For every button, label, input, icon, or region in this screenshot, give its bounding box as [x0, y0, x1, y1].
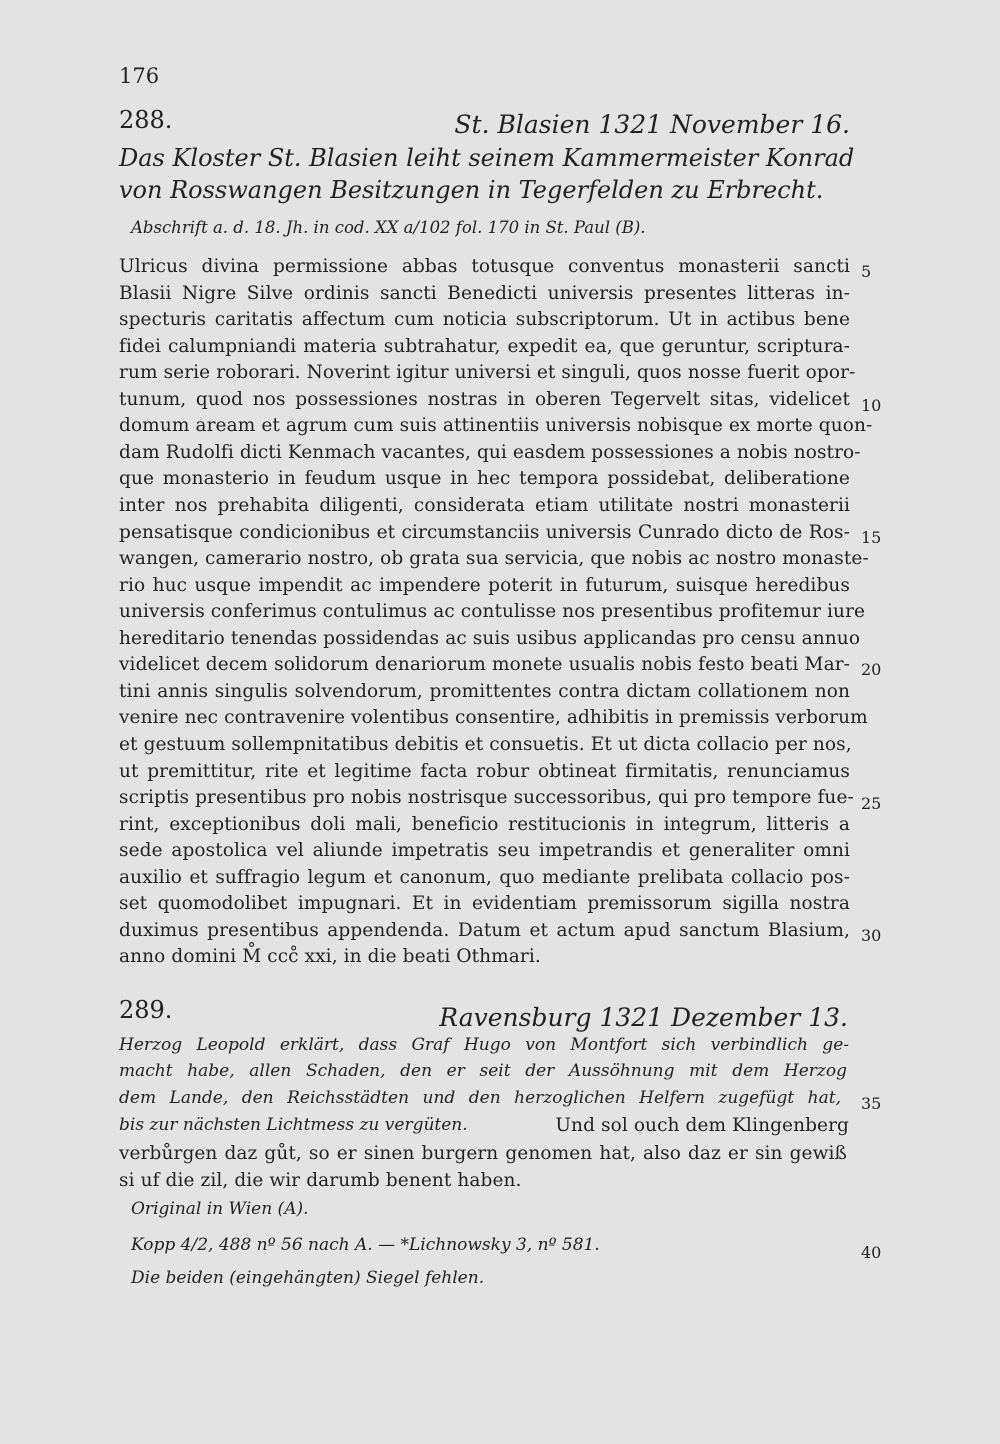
doc288-place-date: St. Blasien 1321 November 16. — [454, 110, 850, 139]
doc289-place-date: Ravensburg 1321 Dezember 13. — [439, 1003, 848, 1032]
doc289-summary-last-line — [119, 1115, 849, 1136]
doc288-text-line: tini annis singulis solvendorum, promittentes contra dictam collationem non — [119, 680, 850, 702]
margin-line-number: 15 — [861, 528, 882, 547]
doc288-text-line: domum aream et agrum cum suis attinentiis universis nobisque ex morte quon- — [119, 415, 873, 437]
doc288-text-line: set quomodolibet impugnari. Et in evidentiam premissorum sigilla nostra — [119, 893, 850, 915]
doc288-text-line: rum serie roborari. Noverint igitur universi et singuli, quos nosse fuerit opor- — [119, 362, 856, 384]
doc288-text-line: universis conferimus contulimus ac contulisse nos presentibus profitemur iure — [119, 601, 866, 623]
doc288-text-line: hereditario tenendas possidendas ac suis usibus applicandas pro censu annuo — [119, 627, 861, 649]
doc288-text-line: wangen, camerario nostro, ob grata sua servicia, que nobis ac nostro monaste- — [119, 548, 869, 569]
doc288-source-note: Abschrift a. d. 18. Jh. in cod. XX a/102 fol. 170 in St. Paul (B). — [131, 218, 646, 237]
doc288-number: 288. — [119, 106, 173, 134]
doc288-text-line: rint, exceptionibus doli mali, beneficio restitucionis in integrum, litteris a — [119, 813, 850, 835]
doc288-text-line: rio huc usque impendit ac impendere poterit in futurum, suisque heredibus — [119, 574, 850, 596]
margin-line-number: 10 — [861, 396, 882, 415]
doc288-text-line: et gestuum sollempnitatibus debitis et consuetis. Et ut dicta collacio per nos, — [119, 733, 852, 755]
doc289-text-start: Und sol ouch dem Klingenberg — [555, 1115, 849, 1136]
doc289-summary-line: macht habe, allen Schaden, den er seit der Aussöhnung mit dem Herzog — [119, 1061, 847, 1081]
doc288-summary-line: von Rosswangen Besitzungen in Tegerfelden zu Erbrecht. — [119, 176, 824, 204]
margin-line-number: 40 — [861, 1243, 882, 1262]
doc288-text-line: Ulricus divina permissione abbas totusque conventus monasterii sancti — [119, 256, 850, 277]
doc288-text-line: specturis caritatis affectum cum noticia subscriptorum. Ut in actibus bene — [119, 309, 850, 331]
margin-line-number: 5 — [861, 262, 872, 281]
doc288-text-line: Blasii Nigre Silve ordinis sancti Benedicti universis presentes litteras in- — [119, 282, 850, 304]
doc288-text-line: scriptis presentibus pro nobis nostrisque successoribus, qui pro tempore fue- — [119, 787, 854, 808]
doc288-text-line: dam Rudolfi dicti Kenmach vacantes, qui easdem possessiones a nobis nostro- — [119, 441, 861, 463]
doc288-text-line: fidei calumpniandi materia subtrahatur, expedit ea, que geruntur, scriptura- — [119, 335, 850, 357]
doc289-note: Kopp 4/2, 488 nº 56 nach A. — *Lichnowsky 3, nº 581. — [131, 1235, 600, 1255]
doc289-text-line: verbůrgen daz gůt, so er sinen burgern genomen hat, also daz er sin gewiß — [119, 1143, 847, 1164]
margin-line-number: 35 — [861, 1094, 882, 1113]
doc289-summary-line: dem Lande, den Reichsstädten und den herzoglichen Helfern zugefügt hat, — [119, 1088, 841, 1108]
doc288-text-line: tunum, quod nos possessiones nostras in oberen Tegervelt sitas, videlicet — [119, 388, 850, 410]
doc289-summary-line: Herzog Leopold erklärt, dass Graf Hugo von Montfort sich verbindlich ge- — [119, 1035, 849, 1055]
margin-line-number: 20 — [861, 660, 882, 679]
doc289-summary-line: bis zur nächsten Lichtmess zu vergüten. — [119, 1115, 468, 1135]
margin-line-number: 25 — [861, 794, 882, 813]
doc289-text-line: si uf die zil, die wir darumb benent haben. — [119, 1170, 522, 1191]
margin-line-number: 30 — [861, 926, 882, 945]
doc289-note: Die beiden (eingehängten) Siegel fehlen. — [131, 1268, 485, 1288]
doc288-text-line: auxilio et suffragio legum et canonum, quo mediante prelibata collacio pos- — [119, 866, 850, 888]
doc288-text-line: sede apostolica vel aliunde impetratis seu impetrandis et generaliter omni — [119, 840, 850, 862]
doc288-text-line: venire nec contravenire volentibus consentire, adhibitis in premissis verborum — [119, 707, 868, 729]
doc289-note: Original in Wien (A). — [131, 1199, 309, 1219]
doc288-text-line: inter nos prehabita diligenti, considerata etiam utilitate nostri monasterii — [119, 495, 850, 516]
page-number: 176 — [119, 64, 160, 88]
doc288-text-line: que monasterio in feudum usque in hec tempora possidebat, deliberatione — [119, 468, 850, 490]
doc288-text-line: anno domini M̊ ccc̊ xxi, in die beati Othmari. — [119, 946, 541, 968]
doc288-text-line: duximus presentibus appendenda. Datum et actum apud sanctum Blasium, — [119, 919, 850, 941]
doc288-text-line: pensatisque condicionibus et circumstanciis universis Cunrado dicto de Ros- — [119, 521, 850, 543]
doc288-text-line: ut premittitur, rite et legitime facta robur obtineat firmitatis, renunciamus — [119, 760, 850, 782]
doc288-summary-line: Das Kloster St. Blasien leiht seinem Kammermeister Konrad — [119, 144, 855, 172]
doc289-number: 289. — [119, 996, 173, 1024]
doc288-text-line: videlicet decem solidorum denariorum monete usualis nobis festo beati Mar- — [119, 654, 850, 676]
